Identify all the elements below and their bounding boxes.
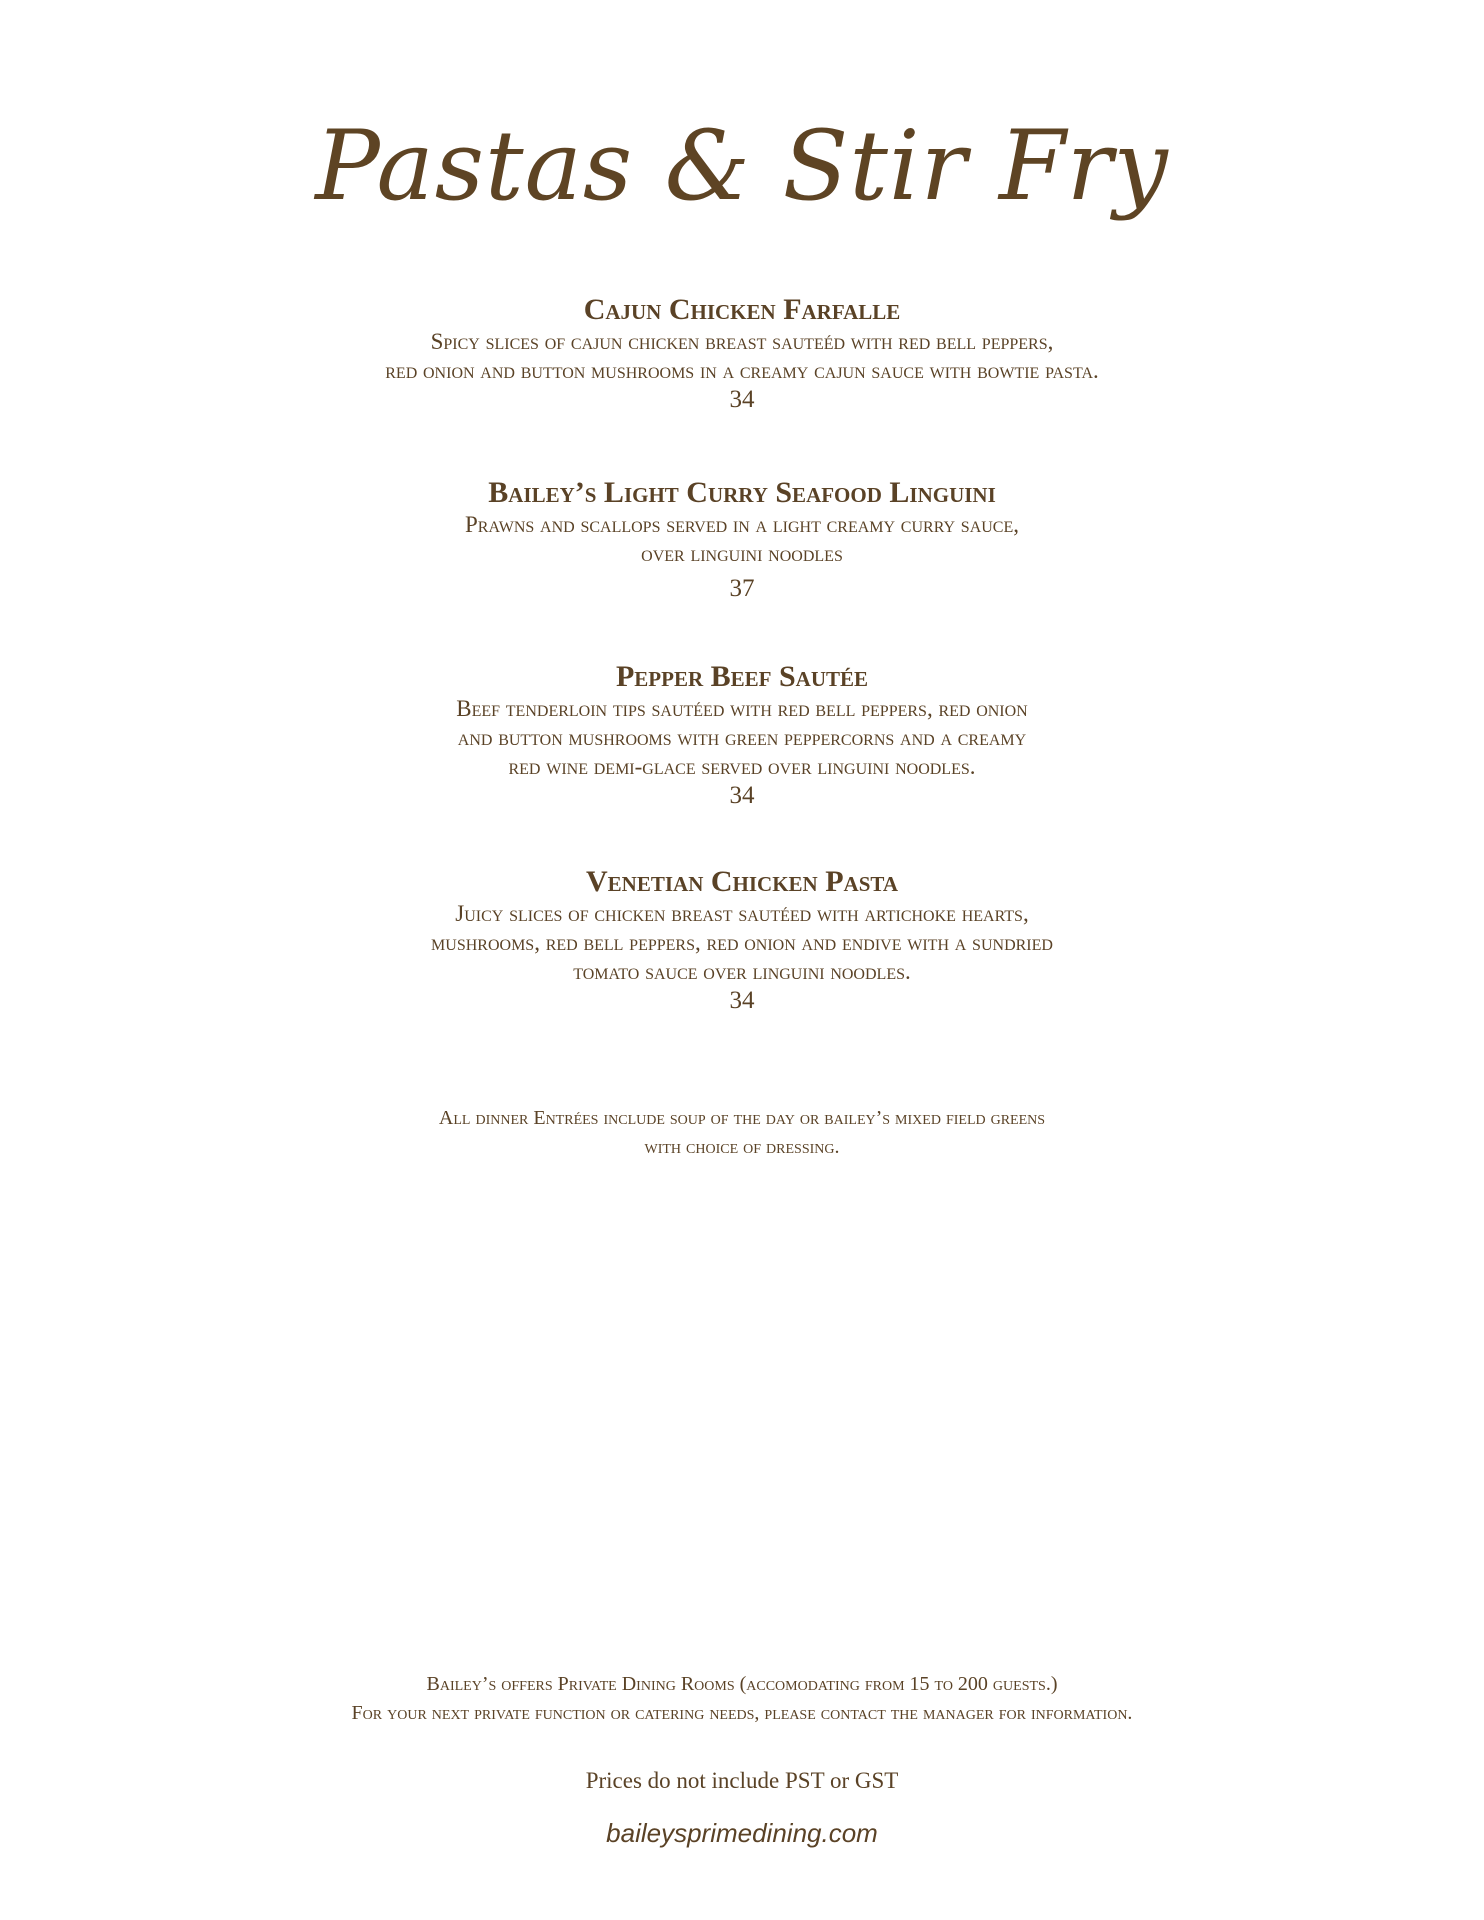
dish-name: Pepper Beef Sautée bbox=[615, 660, 869, 693]
dish-name: Cajun Chicken Farfalle bbox=[583, 293, 901, 326]
private-dining-line: Bailey’s offers Private Dining Rooms (accomodating from 15 to 200 guests.) bbox=[426, 1673, 1058, 1695]
dish-description-line: red onion and button mushrooms in a creamy cajun sauce with bowtie pasta. bbox=[385, 358, 1099, 383]
dish-name: Bailey’s Light Curry Seafood Linguini bbox=[488, 476, 996, 509]
entree-note bbox=[0, 1104, 1484, 1162]
menu-item-curry-seafood-linguini bbox=[0, 476, 1484, 603]
menu-item-cajun-chicken-farfalle bbox=[0, 293, 1484, 414]
dish-description-line: mushrooms, red bell peppers, red onion and endive with a sundried bbox=[431, 930, 1053, 955]
dish-description bbox=[0, 694, 1484, 781]
dish-price: 34 bbox=[729, 782, 755, 809]
website-link[interactable]: baileysprimedining.com bbox=[606, 1818, 878, 1848]
dish-description-line: Spicy slices of cajun chicken breast sauteéd with red bell peppers, bbox=[430, 329, 1054, 354]
dish-description bbox=[0, 899, 1484, 986]
entree-note-line: with choice of dressing. bbox=[644, 1136, 840, 1158]
dish-description bbox=[0, 510, 1484, 568]
menu-item-venetian-chicken-pasta bbox=[0, 865, 1484, 1015]
dish-description-line: Juicy slices of chicken breast sautéed with artichoke hearts, bbox=[455, 901, 1029, 926]
dish-description-line: tomato sauce over linguini noodles. bbox=[573, 959, 911, 984]
entree-note-line: All dinner Entrées include soup of the day or bailey’s mixed field greens bbox=[438, 1107, 1046, 1129]
dish-price: 37 bbox=[729, 575, 755, 602]
private-dining-note bbox=[0, 1670, 1484, 1728]
dish-description-line: Beef tenderloin tips sautéed with red bell peppers, red onion bbox=[456, 696, 1028, 721]
menu-item-pepper-beef-sautee bbox=[0, 660, 1484, 810]
dish-price: 34 bbox=[729, 987, 755, 1014]
dish-description bbox=[0, 327, 1484, 385]
dish-description-line: and button mushrooms with green peppercorns and a creamy bbox=[457, 725, 1027, 750]
dish-description-line: red wine demi-glace served over linguini noodles. bbox=[508, 754, 976, 779]
dish-description-line: over linguini noodles bbox=[641, 541, 843, 566]
private-dining-line: For your next private function or catering needs, please contact the manager for information. bbox=[351, 1702, 1133, 1724]
page-title: Pastas & Stir Fry bbox=[315, 110, 1169, 222]
dish-description-line: Prawns and scallops served in a light creamy curry sauce, bbox=[465, 512, 1019, 537]
dish-price: 34 bbox=[729, 386, 755, 413]
tax-note: Prices do not include PST or GST bbox=[585, 1768, 899, 1793]
dish-name: Venetian Chicken Pasta bbox=[586, 865, 898, 898]
